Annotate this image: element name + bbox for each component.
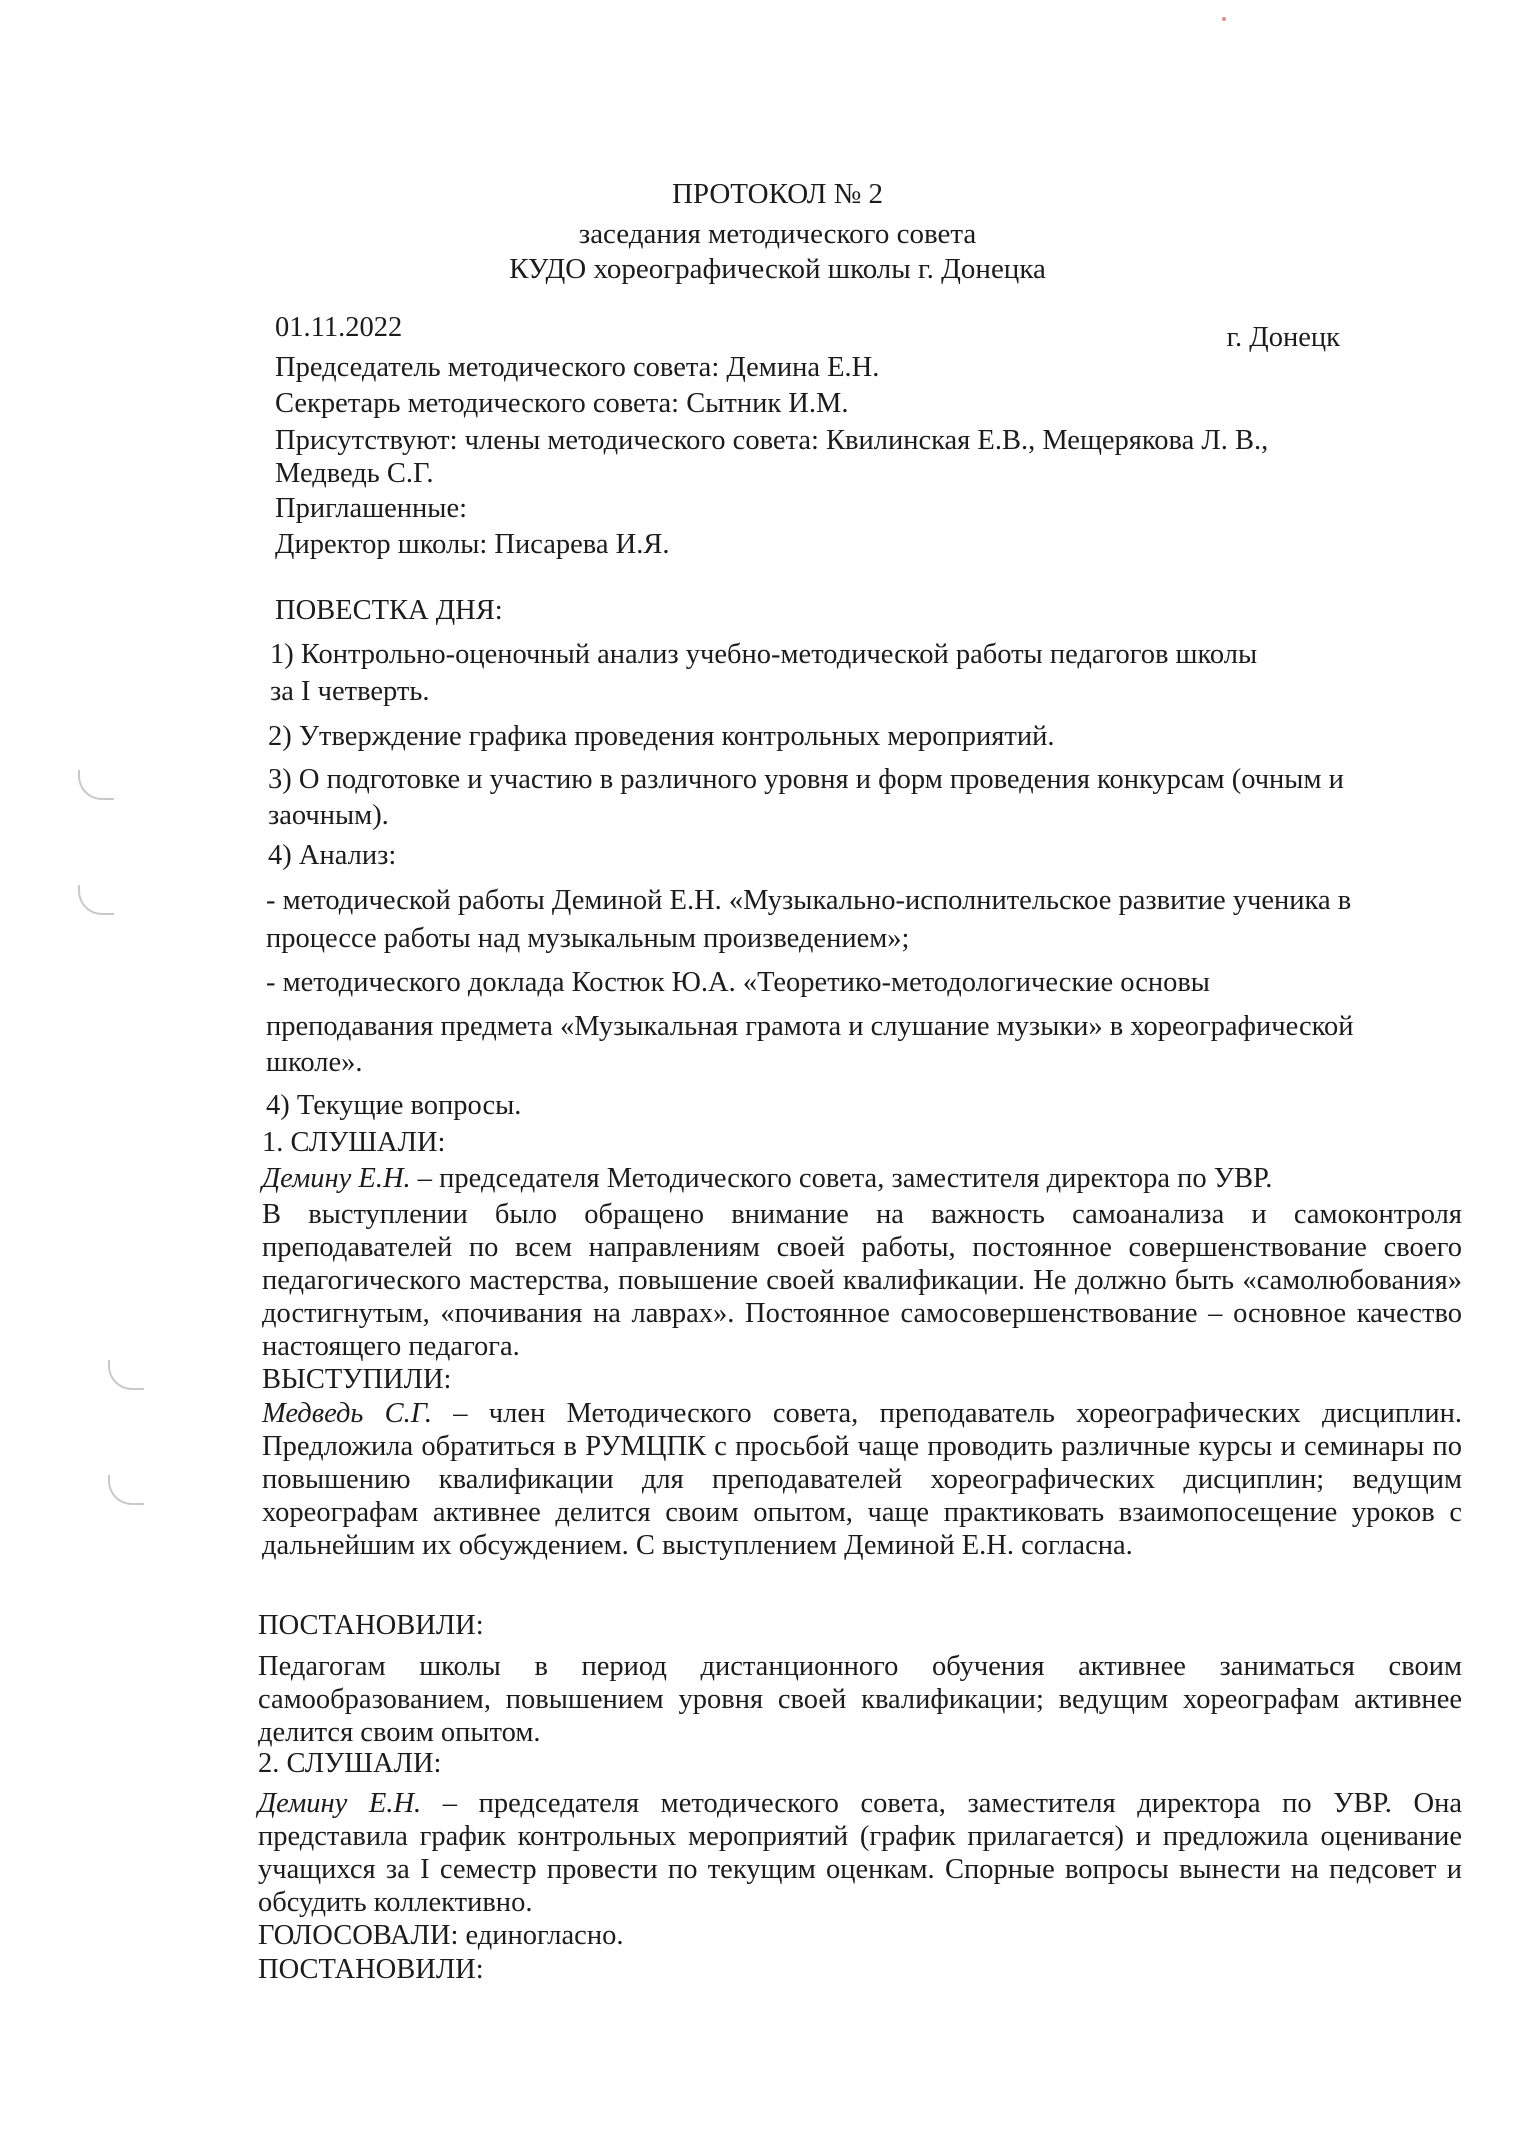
school-name: КУДО хореографической школы г. Донецка xyxy=(509,253,1046,285)
agenda-item-3: 3) О подготовке и участию в различного уровня и форм проведения конкурсам (очным и xyxy=(268,764,1344,795)
director-line: Директор школы: Писарева И.Я. xyxy=(275,529,670,560)
section1-heard-text: В выступлении было обращено внимание на важность самоанализа и самоконтроля преподавателей по всем направлениям своей работы, постоянное совершенствование своего педагогического мастерства, повышение своей квалификации. Не должно быть «самолюбования» достигнутым, «почивания на лаврах». Постоянное самосовершенствование – основное качество настоящего педагога. xyxy=(262,1199,1462,1362)
agenda-item-4-1-cont: процессе работы над музыкальным произведением»; xyxy=(266,923,910,954)
date-city-line xyxy=(275,312,1340,354)
agenda-item-2: 2) Утверждение графика проведения контрольных мероприятий. xyxy=(268,721,1055,752)
speaker-text: – председателя методического совета, заместителя директора по УВР. Она представила график контрольных мероприятий (график прилагается) и предложила оценивание учащихся за I семестр провести по текущим оценкам. Спорные вопросы вынести на педсовет и обсудить коллективно. xyxy=(258,1788,1463,1918)
red-dot-mark xyxy=(1222,17,1226,21)
section1-heard-speaker xyxy=(262,1161,1272,1197)
section1-spoke-text xyxy=(262,1397,1462,1562)
meeting-city: г. Донецк xyxy=(1226,322,1340,353)
protocol-title: ПРОТОКОЛ № 2 xyxy=(671,178,884,210)
punch-hole-shadow xyxy=(108,1360,144,1390)
protocol-subtitle: заседания методического совета xyxy=(578,218,977,250)
speaker-text: – член Методического совета, преподаватель хореографических дисциплин. Предложила обратиться в РУМЦПК с просьбой чаще проводить различные курсы и семинары по повышению квалификации для преподавателей хореографических дисциплин; ведущим хореографам активнее делится своим опытом, чаще практиковать взаимопосещение уроков с дальнейшим их обсуждением. С выступлением Деминой Е.Н. согласна. xyxy=(262,1398,1462,1561)
agenda-item-4-2-cont: преподавания предмета «Музыкальная грамота и слушание музыки» в хореографической xyxy=(266,1011,1354,1042)
speaker-name: Демину Е.Н. xyxy=(258,1788,422,1819)
speaker-role: – председателя Методического совета, заместителя директора по УВР. xyxy=(410,1163,1273,1194)
agenda-item-4: 4) Анализ: xyxy=(268,840,397,871)
meeting-date: 01.11.2022 xyxy=(275,312,403,343)
section2-resolved-heading: ПОСТАНОВИЛИ: xyxy=(258,1954,484,1985)
section2-vote: ГОЛОСОВАЛИ: единогласно. xyxy=(258,1920,624,1951)
agenda-item-4-2: - методического доклада Костюк Ю.А. «Теоретико-методологические основы xyxy=(266,967,1210,998)
agenda-item-4-1: - методической работы Деминой Е.Н. «Музыкально-исполнительское развитие ученика в xyxy=(266,885,1352,916)
present-line-cont: Медведь С.Г. xyxy=(275,458,434,489)
punch-hole-shadow xyxy=(108,1475,144,1505)
chair-line: Председатель методического совета: Демина Е.Н. xyxy=(275,352,880,383)
section1-resolved-heading: ПОСТАНОВИЛИ: xyxy=(258,1610,484,1641)
speaker-name: Демину Е.Н. xyxy=(262,1163,411,1194)
punch-hole-shadow xyxy=(78,885,114,915)
agenda-item-4-2-end: школе». xyxy=(266,1047,363,1078)
speaker-name: Медведь С.Г. xyxy=(262,1398,432,1429)
section2-heard-text xyxy=(258,1787,1462,1919)
section1-heard-heading: 1. СЛУШАЛИ: xyxy=(262,1127,446,1158)
agenda-item-3-cont: заочным). xyxy=(268,800,389,831)
agenda-heading: ПОВЕСТКА ДНЯ: xyxy=(275,595,503,626)
section1-spoke-heading: ВЫСТУПИЛИ: xyxy=(262,1364,452,1395)
secretary-line: Секретарь методического совета: Сытник И.М. xyxy=(275,388,849,419)
present-line: Присутствуют: члены методического совета: Квилинская Е.В., Мещерякова Л. В., xyxy=(275,425,1269,456)
agenda-item-1-cont: за I четверть. xyxy=(270,676,430,707)
section2-heard-heading: 2. СЛУШАЛИ: xyxy=(258,1748,442,1779)
agenda-item-5: 4) Текущие вопросы. xyxy=(266,1090,522,1121)
invited-line: Приглашенные: xyxy=(275,493,468,524)
section1-resolved-text: Педагогам школы в период дистанционного обучения активнее заниматься своим самообразованием, повышением уровня своей квалификации; ведущим хореографам активнее делится своим опытом. xyxy=(258,1651,1462,1748)
agenda-item-1: 1) Контрольно-оценочный анализ учебно-методической работы педагогов школы xyxy=(270,639,1258,670)
punch-hole-shadow xyxy=(78,770,114,800)
